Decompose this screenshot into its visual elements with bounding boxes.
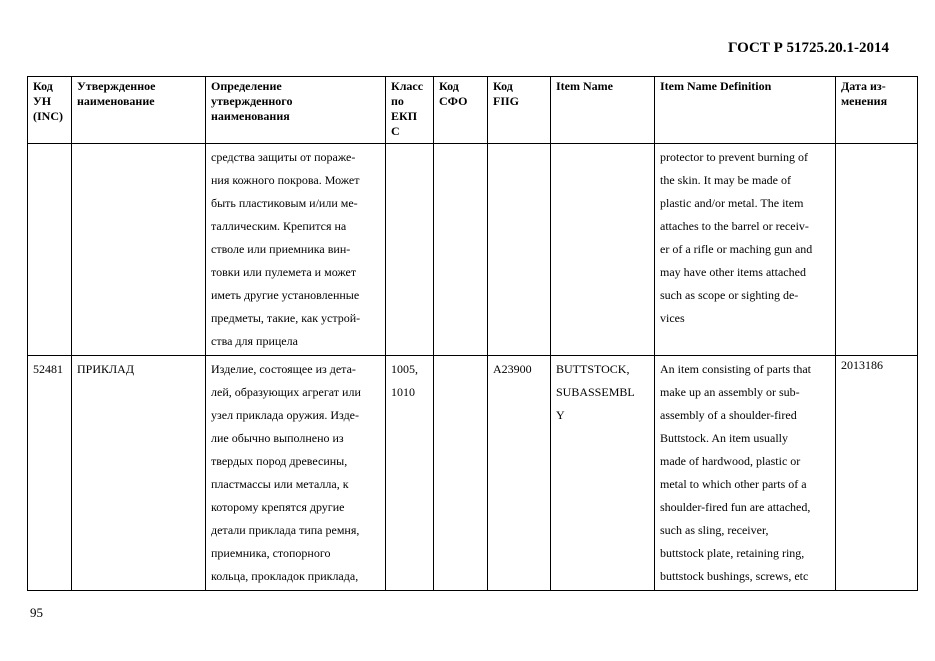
cell-change-date: 2013186: [836, 356, 918, 591]
header-change-date: Дата из- менения: [836, 77, 918, 144]
header-class-ekp: Класс по ЕКП С: [386, 77, 434, 144]
cell-class-ekp: [386, 144, 434, 356]
cell-class-ekp: 1005, 1010: [386, 356, 434, 591]
header-code-sfo: Код СФО: [434, 77, 488, 144]
table-header-row: [28, 77, 918, 144]
cell-item-name: [551, 144, 655, 356]
cell-item-name-definition: protector to prevent burning of the skin. It may be made of plastic and/or metal. The item attaches to the barrel or receiv- er of a rifle or maching gun and may have other items attached such as scope or sighting de- vices: [655, 144, 836, 356]
cell-definition: средства защиты от пораже- ния кожного покрова. Может быть пластиковым и/или ме- таллическим. Крепится на стволе или приемника вин- товки или пулемета и может иметь другие установленные предметы, такие, как устрой- ства для прицела: [206, 144, 386, 356]
cell-code-fiig: [488, 144, 551, 356]
cell-code-fiig: A23900: [488, 356, 551, 591]
cell-approved-name: ПРИКЛАД: [72, 356, 206, 591]
page-number: 95: [30, 605, 43, 620]
standard-code: ГОСТ Р 51725.20.1-2014: [727, 40, 889, 56]
cell-approved-name: [72, 144, 206, 356]
header-code-fiig: Код FIIG: [488, 77, 551, 144]
cell-code-un: 52481: [28, 356, 72, 591]
table-row: [28, 144, 918, 356]
cell-definition: Изделие, состоящее из дета- лей, образующих агрегат или узел приклада оружия. Изде- лие обычно выполнено из твердых пород древесины, пластмассы или металла, к которому крепятся другие детали приклада типа ремня, приемника, стопорного кольца, прокладок приклада,: [206, 356, 386, 591]
classification-table: [27, 76, 918, 591]
cell-code-sfo: [434, 356, 488, 591]
table-row: [28, 356, 918, 591]
header-approved-name: Утвержденное наименование: [72, 77, 206, 144]
header-item-name-definition: Item Name Definition: [655, 77, 836, 144]
cell-code-sfo: [434, 144, 488, 356]
cell-item-name: BUTTSTOCK, SUBASSEMBL Y: [551, 356, 655, 591]
header-code-un: Код УН (INC): [28, 77, 72, 144]
header-definition: Определение утвержденного наименования: [206, 77, 386, 144]
cell-code-un: [28, 144, 72, 356]
cell-item-name-definition: An item consisting of parts that make up an assembly or sub- assembly of a shoulder-fired Buttstock. An item usually made of hardwood, plastic or metal to which other parts of a shoulder-fired fun are attached, such as sling, receiver, buttstock plate, retaining ring, buttstock bushings, screws, etc: [655, 356, 836, 591]
header-item-name: Item Name: [551, 77, 655, 144]
cell-change-date: [836, 144, 918, 356]
